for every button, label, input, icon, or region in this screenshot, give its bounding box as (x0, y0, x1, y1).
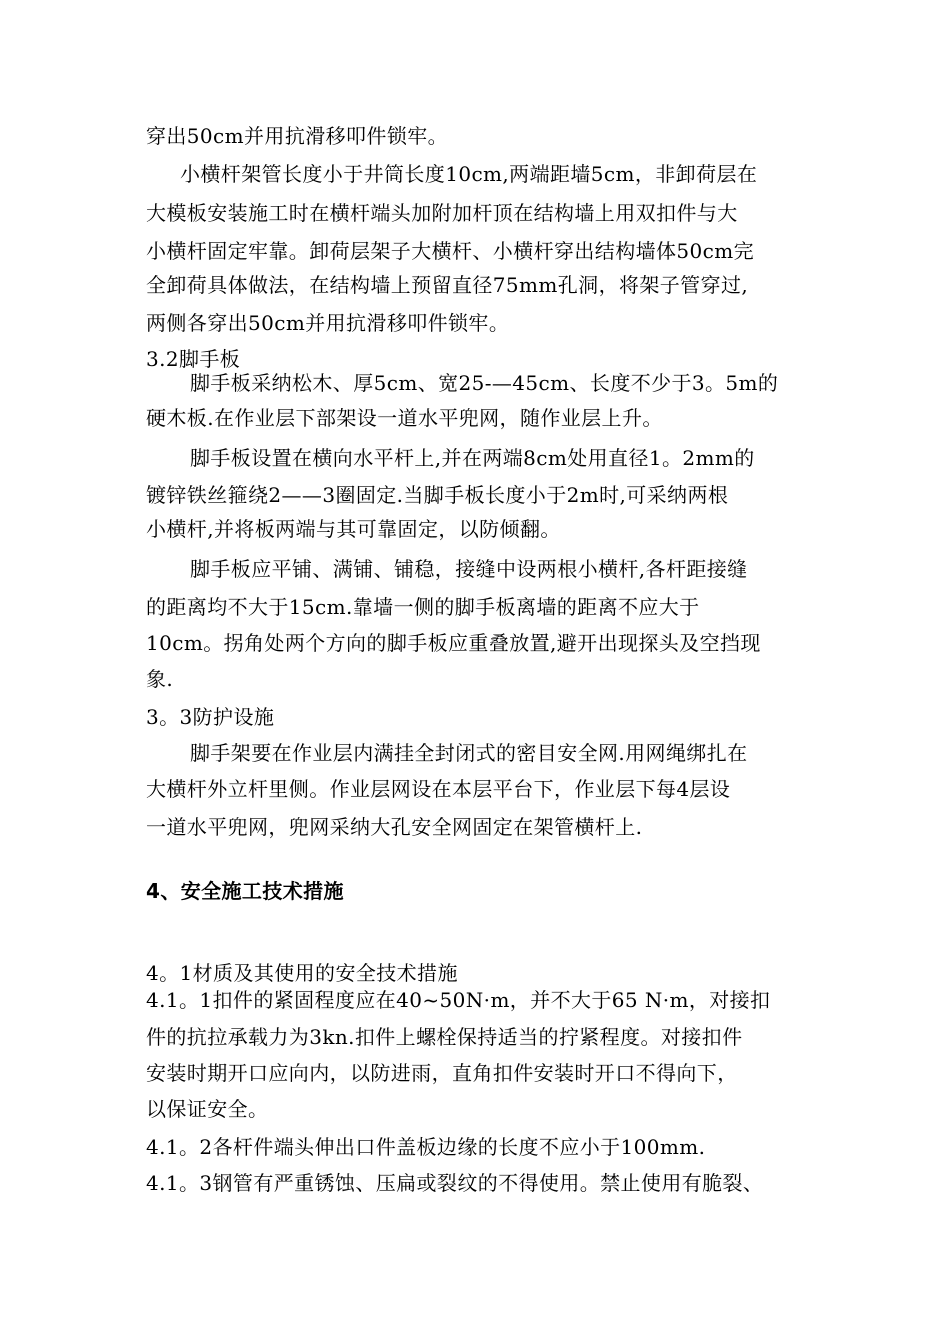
text-line: 一道水平兜网，兜网采纳大孔安全网固定在架管横杆上. (146, 815, 643, 839)
text-line: 安装时期开口应向内，以防进雨，直角扣件安装时开口不得向下， (146, 1061, 738, 1085)
section-heading: 3。3防护设施 (146, 705, 275, 729)
text-line: 以保证安全。 (146, 1097, 269, 1121)
text-line: 4.1。1扣件的紧固程度应在40~50N·m，并不大于65 N·m，对接扣 (146, 988, 771, 1012)
text-line: 的距离均不大于15cm.靠墙一侧的脚手板离墙的距离不应大于 (146, 595, 700, 619)
text-line: 脚手架要在作业层内满挂全封闭式的密目安全网.用网绳绑扎在 (190, 741, 748, 765)
text-line: 件的抗拉承载力为3kn.扣件上螺栓保持适当的拧紧程度。对接扣件 (146, 1025, 743, 1049)
text-line: 两侧各穿出50cm并用抗滑移叩件锁牢。 (146, 311, 510, 335)
text-line: 象. (146, 667, 174, 691)
text-line: 镀锌铁丝箍绕2——3圈固定.当脚手板长度小于2m时,可采纳两根 (146, 483, 729, 507)
text-line: 穿出50cm并用抗滑移叩件锁牢。 (146, 124, 449, 148)
text-line: 小横杆架管长度小于井筒长度10cm,两端距墙5cm，非卸荷层在 (180, 162, 758, 186)
text-line: 小横杆固定牢靠。卸荷层架子大横杆、小横杆穿出结构墙体50cm完 (146, 239, 755, 263)
text-line: 4.1。2各杆件端头伸出口件盖板边缘的长度不应小于100mm. (146, 1135, 706, 1159)
text-line: 大模板安装施工时在横杆端头加附加杆顶在结构墙上用双扣件与大 (146, 201, 738, 225)
text-line: 10cm。拐角处两个方向的脚手板应重叠放置,避开出现探头及空挡现 (146, 631, 761, 655)
chapter-heading: 4、安全施工技术措施 (146, 879, 344, 903)
section-heading: 3.2脚手板 (146, 347, 241, 371)
text-line: 4.1。3钢管有严重锈蚀、压扁或裂纹的不得使用。禁止使用有脆裂、 (146, 1171, 764, 1195)
text-line: 脚手板设置在横向水平杆上,并在两端8cm处用直径1。2mm的 (190, 446, 755, 470)
text-line: 脚手板采纳松木、厚5cm、宽25-—45cm、长度不少于3。5m的 (190, 371, 779, 395)
text-line: 硬木板.在作业层下部架设一道水平兜网，随作业层上升。 (146, 406, 663, 430)
text-line: 脚手板应平铺、满铺、铺稳，接缝中设两根小横杆,各杆距接缝 (190, 557, 748, 581)
text-line: 全卸荷具体做法，在结构墙上预留直径75mm孔洞，将架子管穿过, (146, 273, 749, 297)
text-line: 小横杆,并将板两端与其可靠固定，以防倾翻。 (146, 517, 561, 541)
subsection-heading: 4。1材质及其使用的安全技术措施 (146, 961, 458, 985)
text-line: 大横杆外立杆里侧。作业层网设在本层平台下，作业层下每4层设 (146, 777, 731, 801)
